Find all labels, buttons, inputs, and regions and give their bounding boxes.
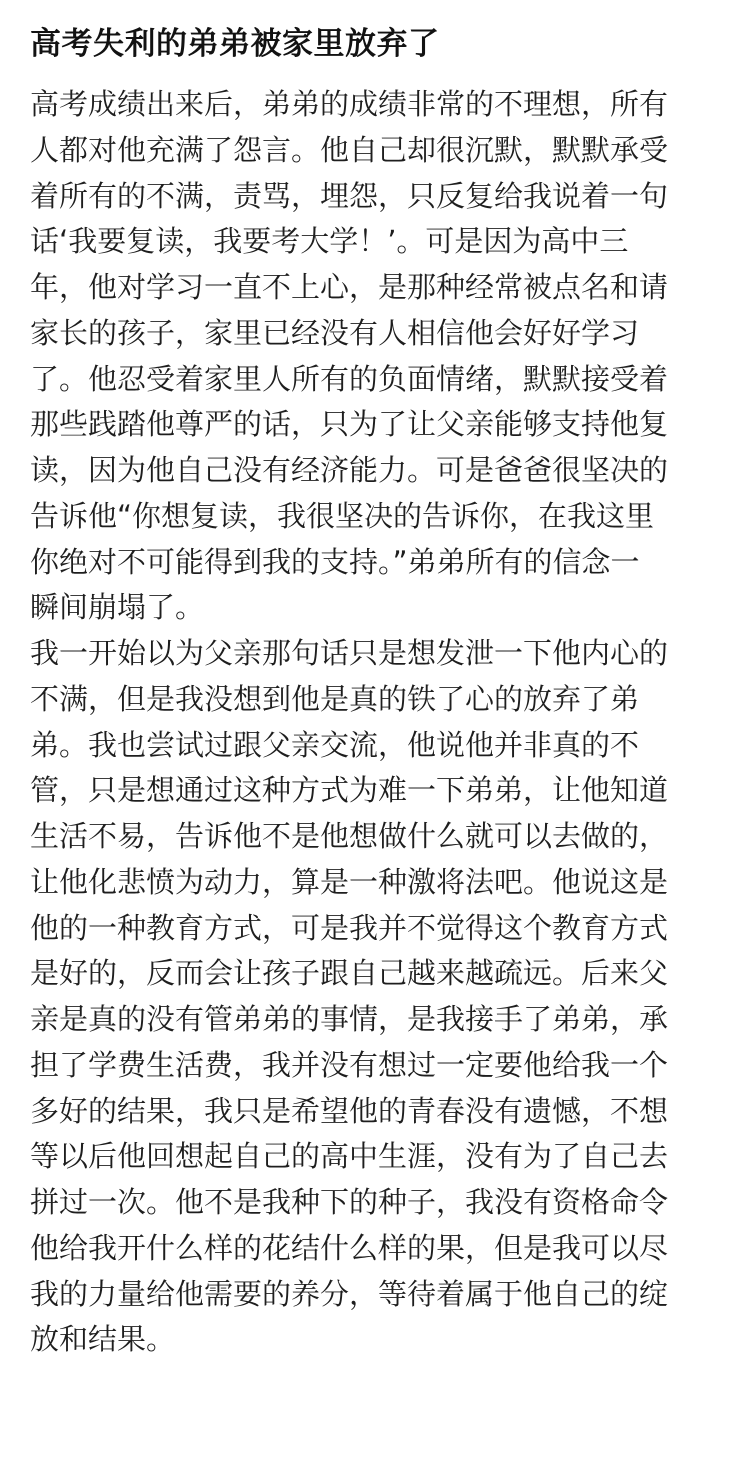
text-line: 多好的结果，我只是希望他的青春没有遗憾，不想 [30, 1093, 669, 1128]
text-line: 那些践踏他尊严的话，只为了让父亲能够支持他复 [30, 407, 669, 442]
text-line: 我的力量给他需要的养分，等待着属于他自己的绽 [30, 1276, 669, 1311]
text-line: 着所有的不满，责骂，埋怨，只反复给我说着一句 [30, 178, 669, 213]
text-line: 他给我开什么样的花结什么样的果，但是我可以尽 [30, 1230, 669, 1265]
article-title: 高考失利的弟弟被家里放弃了 [30, 26, 440, 62]
text-line: 拼过一次。他不是我种下的种子，我没有资格命令 [30, 1185, 669, 1219]
text-line: 你绝对不可能得到我的支持。”弟弟所有的信念一 [30, 544, 640, 579]
article-body [30, 82, 730, 1363]
text-line: 弟。我也尝试过跟父亲交流，他说他并非真的不 [30, 727, 640, 762]
text-line: 了。他忍受着家里人所有的负面情绪，默默接受着 [30, 361, 669, 396]
text-line: 我一开始以为父亲那句话只是想发泄一下他内心的 [30, 636, 669, 670]
text-line: 家长的孩子，家里已经没有人相信他会好好学习 [30, 315, 640, 350]
text-line: 管，只是想通过这种方式为难一下弟弟，让他知道 [30, 773, 669, 808]
text-line: 不满，但是我没想到他是真的铁了心的放弃了弟 [30, 681, 640, 716]
article [30, 0, 730, 1363]
text-line: 高考成绩出来后，弟弟的成绩非常的不理想，所有 [30, 87, 669, 121]
text-line: 是好的，反而会让孩子跟自己越来越疏远。后来父 [30, 956, 669, 991]
text-line: 读，因为他自己没有经济能力。可是爸爸很坚决的 [30, 453, 669, 487]
text-line: 等以后他回想起自己的高中生涯，没有为了自己去 [30, 1139, 669, 1174]
text-line: 年，他对学习一直不上心，是那种经常被点名和请 [30, 270, 669, 304]
text-line: 让他化悲愤为动力，算是一种激将法吧。他说这是 [30, 864, 669, 899]
text-line: 亲是真的没有管弟弟的事情，是我接手了弟弟，承 [30, 1002, 669, 1036]
text-line: 担了学费生活费，我并没有想过一定要他给我一个 [30, 1047, 669, 1082]
text-line: 人都对他充满了怨言。他自己却很沉默，默默承受 [30, 132, 669, 167]
text-line: 告诉他“你想复读，我很坚决的告诉你，在我这里 [30, 498, 655, 533]
text-line: 话‘我要复读，我要考大学！’。可是因为高中三 [30, 224, 629, 259]
text-line: 他的一种教育方式，可是我并不觉得这个教育方式 [30, 910, 669, 945]
text-line: 生活不易，告诉他不是他想做什么就可以去做的， [30, 819, 669, 853]
text-line: 放和结果。 [30, 1322, 176, 1357]
text-line: 瞬间崩塌了。 [30, 590, 205, 625]
